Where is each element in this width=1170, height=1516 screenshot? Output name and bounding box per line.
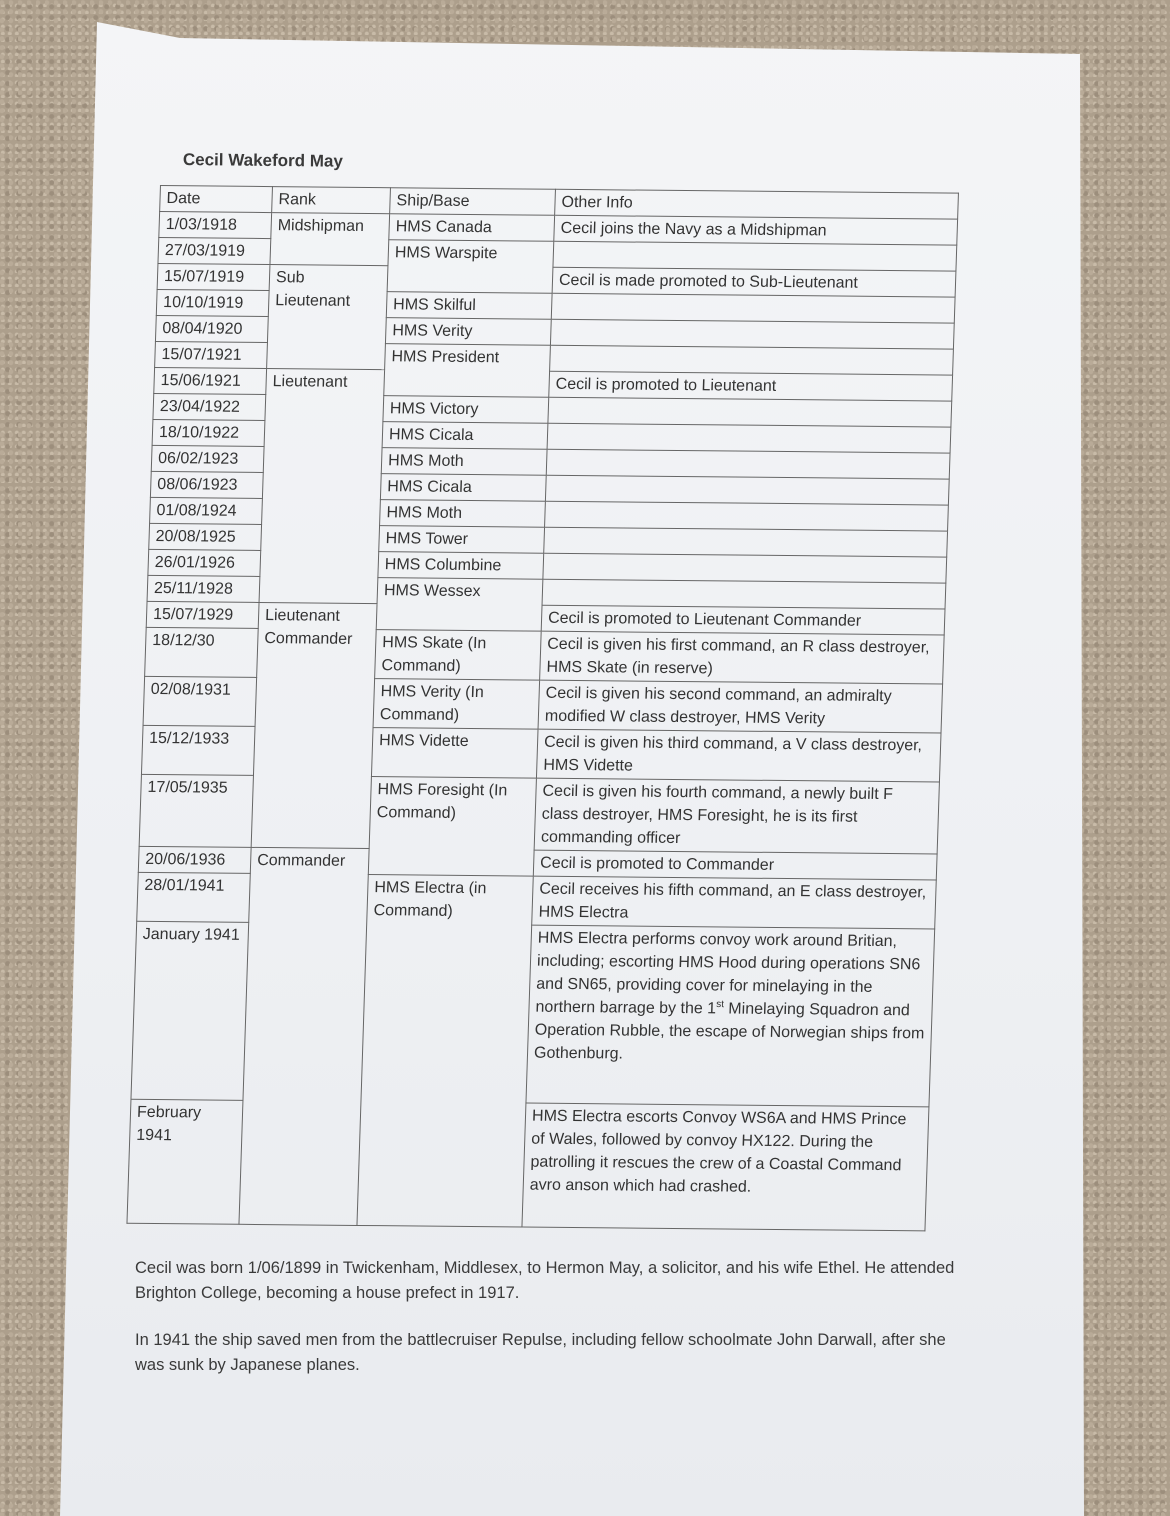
cell-date: 15/07/1921	[155, 341, 268, 368]
cell-ship: HMS Victory	[383, 396, 549, 424]
cell-date: 08/04/1920	[155, 315, 268, 342]
service-record-table-wrapper	[126, 185, 960, 1231]
cell-date: 18/12/30	[145, 627, 259, 677]
cell-info: Cecil is given his third command, a V class destroyer, HMS Vidette	[536, 729, 941, 782]
cell-date: 20/08/1925	[149, 523, 262, 550]
info-text: Minelaying Squadron and Operation Rubble, the escape of Norwegian ships from Gothenburg.	[533, 1000, 925, 1063]
cell-date: 15/12/1933	[141, 725, 255, 775]
header-info: Other Info	[555, 189, 959, 219]
cell-rank: Sub Lieutenant	[267, 265, 388, 370]
cell-ship: HMS Skate (In Command)	[375, 630, 542, 681]
cell-ship: HMS Cicala	[382, 422, 548, 450]
cell-date: 01/08/1924	[150, 497, 263, 524]
cell-date: 23/04/1922	[153, 393, 266, 420]
cell-date: 18/10/1922	[152, 419, 265, 446]
header-rank: Rank	[272, 187, 391, 214]
cell-date: 02/08/1931	[143, 676, 257, 726]
cell-info	[551, 293, 955, 323]
service-record-table	[126, 185, 959, 1231]
cell-info: Cecil is given his second command, an admiralty modified W class destroyer, HMS Verity	[538, 680, 943, 733]
cell-info: HMS Electra escorts Convoy WS6A and HMS Prince of Wales, followed by convoy HX122. During the patrolling it rescues the crew of a Coastal Command avro anson which had crashed.	[522, 1103, 929, 1231]
header-date: Date	[160, 186, 273, 213]
biography-paragraph: Cecil was born 1/06/1899 in Twickenham, Middlesex, to Hermon May, a solicitor, and his wife Ethel. He attended Brighton College, becoming a house prefect in 1917.	[135, 1259, 955, 1302]
cell-date: 15/07/1919	[157, 263, 270, 290]
cell-rank: Commander	[239, 847, 369, 1225]
cell-ship: HMS Vidette	[371, 728, 538, 779]
cell-info: Cecil receives his fifth command, an E class destroyer, HMS Electra	[532, 876, 937, 929]
cell-info: Cecil is given his fourth command, a newly built F class destroyer, HMS Foresight, he is its first commanding officer	[534, 778, 939, 854]
cell-ship: HMS Warspite	[387, 240, 554, 294]
cell-info: Cecil is made promoted to Sub-Lieutenant	[552, 267, 956, 297]
cell-info: Cecil is promoted to Lieutenant Commander	[541, 605, 945, 635]
cell-date: 28/01/1941	[137, 872, 251, 922]
cell-info	[545, 501, 949, 531]
cell-date: February 1941	[127, 1099, 243, 1224]
cell-rank: Midshipman	[270, 213, 390, 266]
cell-rank: Lieutenant	[259, 369, 385, 604]
cell-info	[526, 925, 935, 1107]
cell-ship: HMS Foresight (In Command)	[368, 777, 536, 877]
cell-ship: HMS Columbine	[378, 552, 544, 580]
cell-ship: HMS Verity (In Command)	[373, 679, 540, 730]
cell-info: Cecil is promoted to Commander	[533, 850, 937, 880]
document-title: Cecil Wakeford May	[182, 150, 343, 171]
rescue-paragraph: In 1941 the ship saved men from the battlecruiser Repulse, including fellow schoolmate John Darwall, after she was sunk by Japanese planes.	[135, 1331, 946, 1374]
cell-date: 20/06/1936	[138, 846, 251, 873]
cell-info: Cecil is given his first command, an R class destroyer, HMS Skate (in reserve)	[540, 631, 945, 684]
cell-info	[547, 423, 951, 453]
cell-info	[550, 319, 954, 349]
cell-date: 10/10/1919	[156, 289, 269, 316]
cell-date: 15/06/1921	[154, 367, 267, 394]
cell-ship: HMS Skilful	[386, 292, 552, 320]
cell-date: 26/01/1926	[148, 549, 261, 576]
cell-info	[543, 553, 947, 583]
cell-ship: HMS Moth	[380, 500, 546, 528]
cell-info	[550, 345, 954, 375]
cell-ship: HMS Tower	[379, 526, 545, 554]
cell-ship: HMS Canada	[389, 214, 555, 242]
cell-ship: HMS Verity	[385, 318, 551, 346]
cell-date: 06/02/1923	[151, 445, 264, 472]
cell-ship: HMS Wessex	[376, 578, 543, 632]
cell-info	[542, 579, 946, 609]
cell-date: 08/06/1923	[150, 471, 263, 498]
cell-rank: Lieutenant Commander	[251, 602, 377, 848]
cell-date: 25/11/1928	[147, 575, 260, 602]
cell-ship: HMS Electra (in Command)	[357, 875, 533, 1227]
cell-ship: HMS Moth	[381, 448, 547, 476]
cell-info	[553, 241, 957, 271]
cell-ship: HMS President	[384, 344, 551, 398]
cell-date: 27/03/1919	[158, 237, 271, 264]
cell-ship: HMS Cicala	[380, 474, 546, 502]
cell-info	[546, 449, 950, 479]
cell-info	[548, 397, 952, 427]
info-text: HMS Electra performs convoy work around Britian, including; escorting HMS Hood during operations SN6 and SN65, providing cover for minelaying in the northern barrage by the 1	[535, 929, 921, 1018]
header-ship: Ship/Base	[390, 188, 556, 216]
info-superscript: st	[716, 999, 725, 1011]
cell-info	[544, 527, 948, 557]
cell-date: 1/03/1918	[159, 211, 272, 238]
cell-date: 17/05/1935	[139, 774, 253, 847]
cell-date: 15/07/1929	[146, 601, 259, 628]
cell-info: Cecil is promoted to Lieutenant	[549, 371, 953, 401]
cell-info	[545, 475, 949, 505]
cell-info: Cecil joins the Navy as a Midshipman	[554, 215, 958, 245]
cell-date: January 1941	[131, 921, 249, 1100]
